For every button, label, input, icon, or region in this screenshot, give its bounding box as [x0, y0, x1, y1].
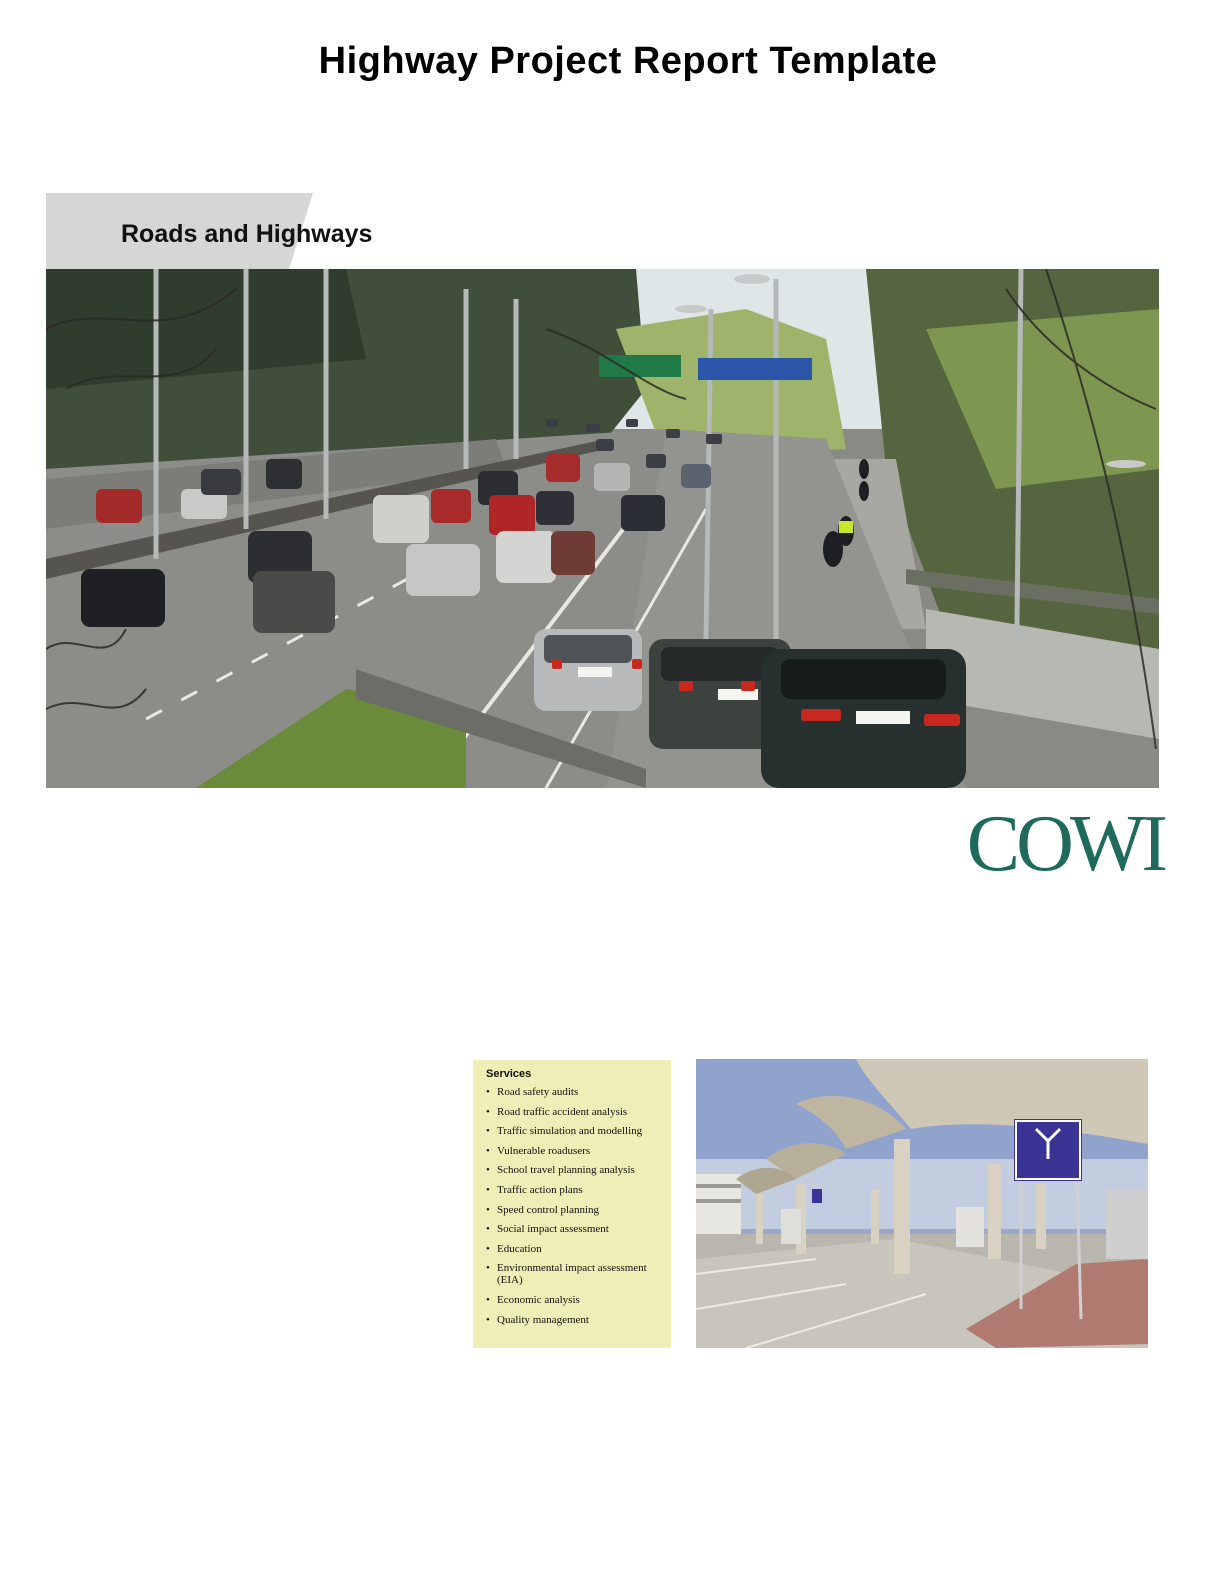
list-item: • Environmental impact assessment (EIA)	[486, 1262, 661, 1286]
list-item: • Economic analysis	[486, 1294, 661, 1306]
list-item: • Education	[486, 1243, 661, 1255]
services-heading: Services	[486, 1068, 532, 1080]
list-item: • Quality management	[486, 1314, 661, 1326]
list-item: • Social impact assessment	[486, 1223, 661, 1235]
section-title: Roads and Highways	[121, 220, 373, 248]
list-item: • Speed control planning	[486, 1204, 661, 1216]
list-item: • Traffic action plans	[486, 1184, 661, 1196]
list-item: • Road safety audits	[486, 1086, 661, 1098]
services-panel	[473, 1060, 671, 1348]
services-list	[486, 1086, 661, 1326]
list-item: • School travel planning analysis	[486, 1164, 661, 1176]
highway-photo	[46, 269, 1159, 788]
list-item: • Vulnerable roadusers	[486, 1145, 661, 1157]
list-item: • Traffic simulation and modelling	[486, 1125, 661, 1137]
terminal-photo	[696, 1059, 1148, 1348]
cowi-logo: COWI	[966, 800, 1164, 888]
document-title: Highway Project Report Template	[318, 40, 938, 82]
list-item: • Road traffic accident analysis	[486, 1106, 661, 1118]
